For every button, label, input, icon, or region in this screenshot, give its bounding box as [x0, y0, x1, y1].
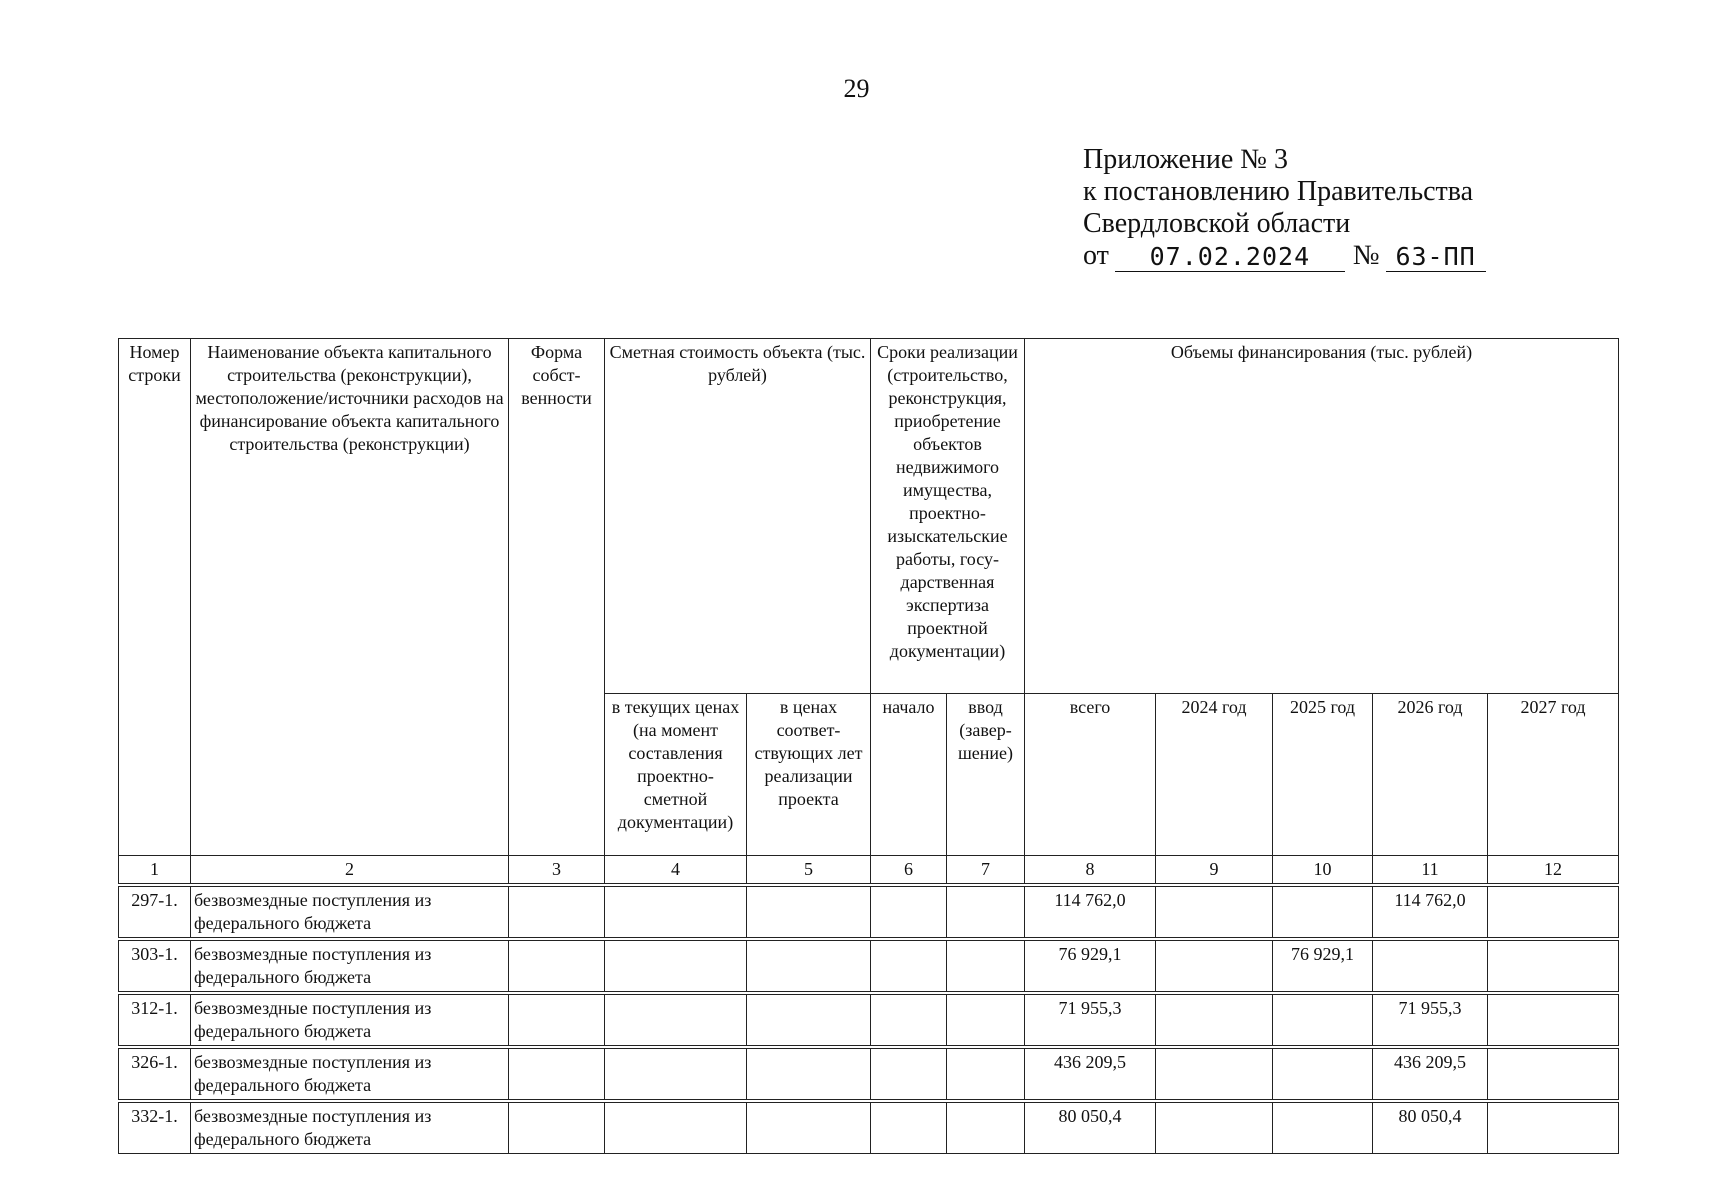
current-price-cell	[605, 1049, 747, 1100]
date-prefix: от	[1083, 240, 1109, 271]
page-number: 29	[843, 74, 870, 103]
current-price-cell	[605, 995, 747, 1046]
column-number: 7	[947, 856, 1025, 884]
year-2027-cell	[1488, 995, 1619, 1046]
column-number: 10	[1273, 856, 1373, 884]
start-cell	[871, 1103, 947, 1154]
object-name-cell: безвозмездные поступления из федерального бюджета	[191, 1103, 509, 1154]
year-2024-cell	[1156, 995, 1273, 1046]
start-cell	[871, 995, 947, 1046]
document-date: 07.02.2024	[1115, 243, 1345, 272]
year-2024-cell	[1156, 1103, 1273, 1154]
row-number-cell: 303-1.	[119, 941, 191, 992]
commissioning-cell	[947, 887, 1025, 938]
header-total: всего	[1025, 694, 1156, 856]
header-deadlines: Сроки реализации (строительство, реконструкция, приобретение объектов недвижимого имущества, проектно-изыскательские работы, госу-дарственная экспертиза проектной документации)	[871, 339, 1025, 694]
ownership-cell	[509, 1049, 605, 1100]
row-number-cell: 297-1.	[119, 887, 191, 938]
header-2025: 2025 год	[1273, 694, 1373, 856]
appendix-line-3: Свердловской области	[1083, 208, 1351, 239]
year-2025-cell	[1273, 1049, 1373, 1100]
object-name-cell: безвозмездные поступления из федерального бюджета	[191, 995, 509, 1046]
document-number: 63-ПП	[1386, 243, 1486, 272]
total-cell: 76 929,1	[1025, 941, 1156, 992]
appendix-date-line	[1083, 240, 1486, 272]
commissioning-cell	[947, 995, 1025, 1046]
column-number: 5	[747, 856, 871, 884]
appendix-line-2: к постановлению Правительства	[1083, 176, 1474, 207]
start-cell	[871, 1049, 947, 1100]
table-row	[119, 941, 1619, 992]
total-cell: 71 955,3	[1025, 995, 1156, 1046]
total-cell: 80 050,4	[1025, 1103, 1156, 1154]
ownership-cell	[509, 887, 605, 938]
header-2027: 2027 год	[1488, 694, 1619, 856]
current-price-cell	[605, 941, 747, 992]
header-object-name: Наименование объекта капитального строительства (реконструкции), местоположение/источники расходов на финансирование объекта капитального строительства (реконструкции)	[191, 339, 509, 856]
current-price-cell	[605, 887, 747, 938]
financing-table	[118, 338, 1619, 1154]
year-2026-cell: 114 762,0	[1373, 887, 1488, 938]
column-number: 11	[1373, 856, 1488, 884]
years-price-cell	[747, 1103, 871, 1154]
object-name-cell: безвозмездные поступления из федерального бюджета	[191, 941, 509, 992]
row-number-cell: 312-1.	[119, 995, 191, 1046]
years-price-cell	[747, 1049, 871, 1100]
header-2024: 2024 год	[1156, 694, 1273, 856]
year-2027-cell	[1488, 887, 1619, 938]
header-estimated-cost: Сметная стоимость объекта (тыс. рублей)	[605, 339, 871, 694]
start-cell	[871, 887, 947, 938]
commissioning-cell	[947, 1103, 1025, 1154]
year-2025-cell	[1273, 995, 1373, 1046]
column-number: 8	[1025, 856, 1156, 884]
column-number: 4	[605, 856, 747, 884]
header-financing: Объемы финансирования (тыс. рублей)	[1025, 339, 1619, 694]
start-cell	[871, 941, 947, 992]
column-number: 12	[1488, 856, 1619, 884]
year-2025-cell	[1273, 887, 1373, 938]
header-current-prices: в текущих ценах (на момент составления проектно-сметной документации)	[605, 694, 747, 856]
current-price-cell	[605, 1103, 747, 1154]
year-2027-cell	[1488, 1103, 1619, 1154]
header-2026: 2026 год	[1373, 694, 1488, 856]
column-number-row	[119, 856, 1619, 884]
total-cell: 436 209,5	[1025, 1049, 1156, 1100]
year-2026-cell: 80 050,4	[1373, 1103, 1488, 1154]
table-row	[119, 887, 1619, 938]
year-2026-cell	[1373, 941, 1488, 992]
year-2024-cell	[1156, 1049, 1273, 1100]
year-2024-cell	[1156, 887, 1273, 938]
year-2025-cell: 76 929,1	[1273, 941, 1373, 992]
years-price-cell	[747, 941, 871, 992]
year-2024-cell	[1156, 941, 1273, 992]
number-prefix: №	[1352, 240, 1380, 271]
table-row	[119, 1103, 1619, 1154]
ownership-cell	[509, 995, 605, 1046]
column-number: 6	[871, 856, 947, 884]
commissioning-cell	[947, 941, 1025, 992]
year-2027-cell	[1488, 1049, 1619, 1100]
ownership-cell	[509, 941, 605, 992]
row-number-cell: 326-1.	[119, 1049, 191, 1100]
years-price-cell	[747, 887, 871, 938]
ownership-cell	[509, 1103, 605, 1154]
appendix-title: Приложение № 3	[1083, 144, 1288, 175]
year-2025-cell	[1273, 1103, 1373, 1154]
header-start: начало	[871, 694, 947, 856]
commissioning-cell	[947, 1049, 1025, 1100]
column-number: 3	[509, 856, 605, 884]
table-body	[119, 856, 1619, 1154]
object-name-cell: безвозмездные поступления из федерального бюджета	[191, 1049, 509, 1100]
header-commissioning: ввод (завер-шение)	[947, 694, 1025, 856]
column-number: 2	[191, 856, 509, 884]
years-price-cell	[747, 995, 871, 1046]
object-name-cell: безвозмездные поступления из федерального бюджета	[191, 887, 509, 938]
table-row	[119, 1049, 1619, 1100]
column-number: 1	[119, 856, 191, 884]
year-2026-cell: 71 955,3	[1373, 995, 1488, 1046]
appendix-block	[1083, 144, 1486, 272]
total-cell: 114 762,0	[1025, 887, 1156, 938]
row-number-cell: 332-1.	[119, 1103, 191, 1154]
year-2027-cell	[1488, 941, 1619, 992]
header-ownership: Форма собст-венности	[509, 339, 605, 856]
table-row	[119, 995, 1619, 1046]
header-years-prices: в ценах соответ-ствующих лет реализации проекта	[747, 694, 871, 856]
column-number: 9	[1156, 856, 1273, 884]
header-row-number: Номер строки	[119, 339, 191, 856]
year-2026-cell: 436 209,5	[1373, 1049, 1488, 1100]
